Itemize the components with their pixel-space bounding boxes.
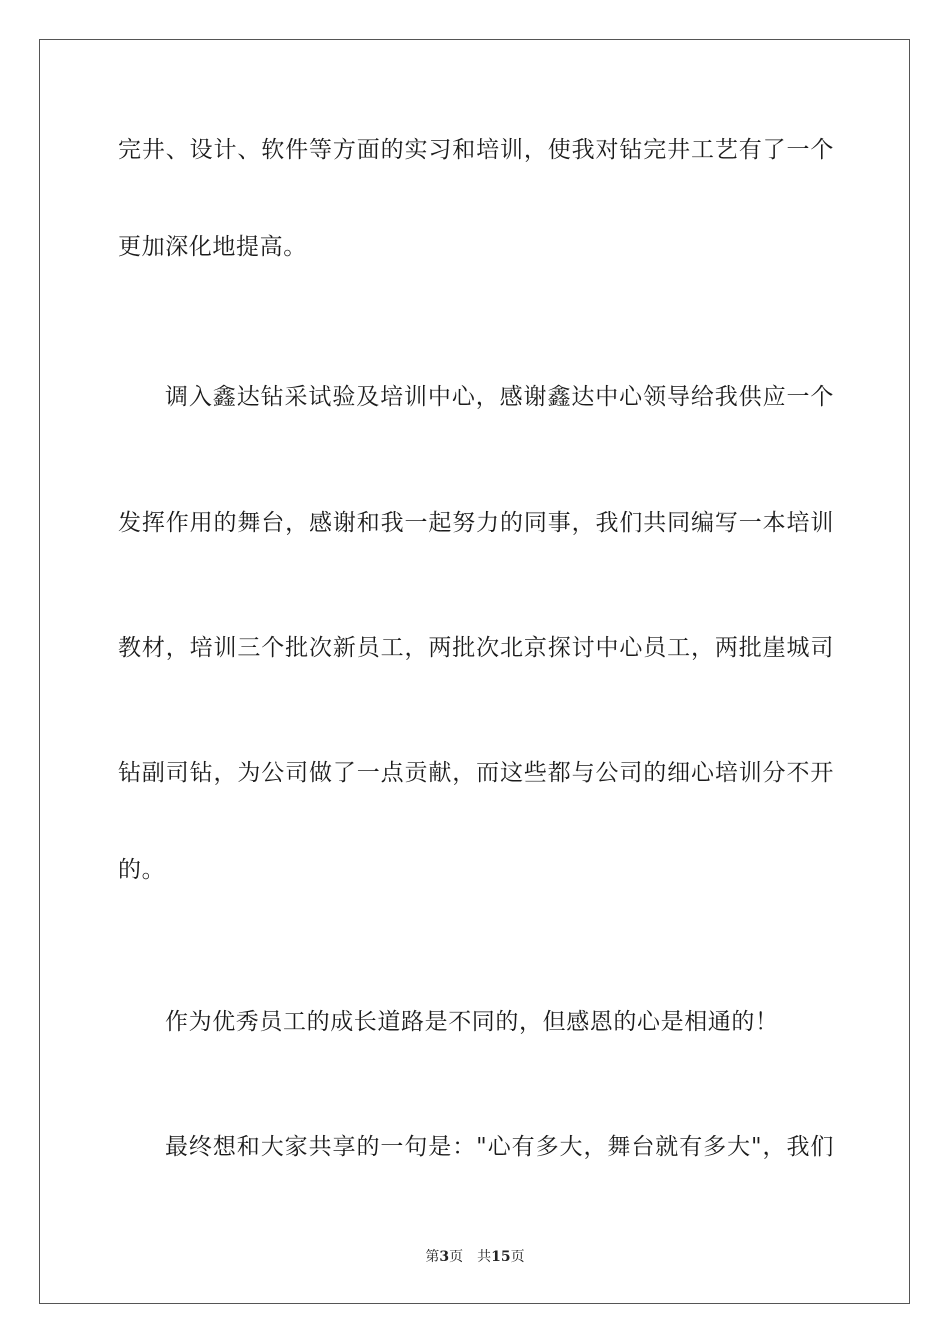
text-line: 发挥作用的舞台，感谢和我一起努力的同事，我们共同编写一本培训 <box>118 510 834 536</box>
page-number-suffix: 页 <box>449 1249 464 1265</box>
text-line: 完井、设计、软件等方面的实习和培训，使我对钻完井工艺有了一个 <box>118 137 834 163</box>
text-line: 的。 <box>118 857 166 883</box>
page-footer <box>0 1248 950 1266</box>
text-line: 最终想和大家共享的一句是："心有多大，舞台就有多大"，我们 <box>165 1134 834 1160</box>
page-total: 15 <box>491 1249 511 1265</box>
text-line: 更加深化地提高。 <box>118 234 307 260</box>
text-line: 作为优秀员工的成长道路是不同的，但感恩的心是相通的！ <box>165 1009 779 1035</box>
text-line: 教材，培训三个批次新员工，两批次北京探讨中心员工，两批崖城司 <box>118 635 834 661</box>
page-number-current: 3 <box>439 1249 450 1265</box>
page-total-suffix: 页 <box>510 1249 525 1265</box>
page-total-prefix: 共 <box>477 1249 492 1265</box>
page-number-prefix: 第 <box>425 1249 440 1265</box>
text-line: 钻副司钻，为公司做了一点贡献，而这些都与公司的细心培训分不开 <box>118 760 834 786</box>
page-border <box>39 39 910 1304</box>
text-line: 调入鑫达钻采试验及培训中心，感谢鑫达中心领导给我供应一个 <box>165 384 834 410</box>
